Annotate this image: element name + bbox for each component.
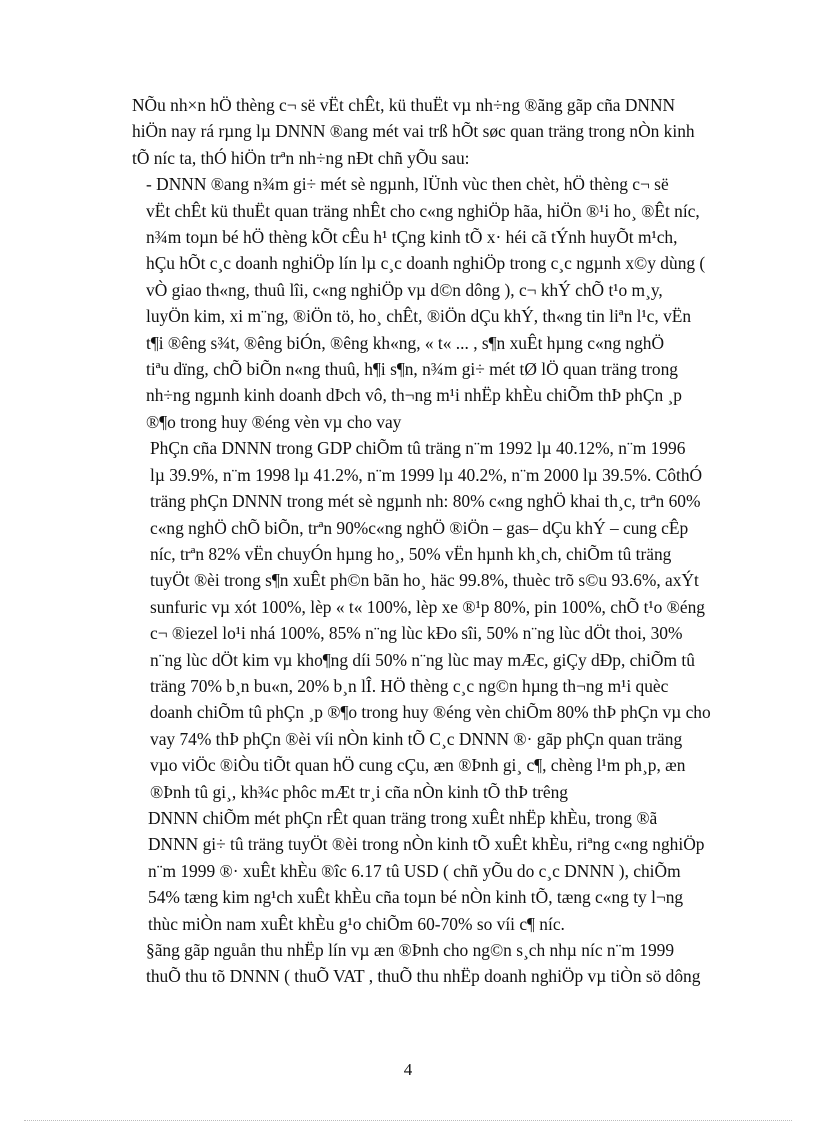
- text-line: n¨ng lùc dÖt kim vµ kho¶ng díi 50% n¨ng lùc may mÆc, giÇy dÐp, chiÕm tû: [150, 649, 695, 670]
- text-line: luyÖn kim, xi m¨ng, ®iÖn tö, ho¸ chÊt, ®iÖn dÇu khÝ, th«ng tin liªn l¹c, vËn: [146, 306, 692, 327]
- text-line: thùc miÒn nam xuÊt khÈu g¹o chiÕm 60-70% so víi c¶ níc.: [148, 913, 565, 934]
- text-line: t¶i ®êng s¾t, ®êng biÓn, ®êng kh«ng, « t« ... , s¶n xuÊt hµng c«ng nghÖ: [146, 332, 665, 353]
- paragraph: [124, 937, 740, 990]
- text-line: ®Þnh tû gi¸, kh¾c phôc mÆt tr¸i cña nÒn kinh tÕ thÞ trêng: [150, 781, 568, 802]
- text-line: c¬ ®iezel lo¹i nhá 100%, 85% n¨ng lùc kÐo sîi, 50% n¨ng lùc dÖt thoi, 30%: [150, 623, 683, 644]
- text-line: DNNN gi÷ tû träng tuyÖt ®èi trong nÒn kinh tÕ xuÊt khÈu, riªng c«ng nghiÖp: [148, 834, 705, 855]
- text-line: - DNNN ®ang n¾m gi÷ mét sè ngµnh, lÜnh vùc then chèt, hÖ thèng c¬ së: [146, 174, 669, 195]
- text-line: 54% tæng kim ng¹ch xuÊt khÈu cña toµn bé nÒn kinh tÕ, tæng c«ng ty l¬ng: [148, 887, 684, 908]
- text-line: NÕu nh×n hÖ thèng c¬ së vËt chÊt, kü thuËt vµ nh÷ng ®ãng gãp cña DNNN: [132, 95, 676, 115]
- paragraph: [124, 92, 740, 171]
- text-line: n¨m 1999 ®· xuÊt khÈu ®îc 6.17 tû USD ( chñ yÕu do c¸c DNNN ), chiÕm: [148, 860, 681, 881]
- text-line: c«ng nghÖ chÕ biÕn, trªn 90%c«ng nghÖ ®iÖn – gas– dÇu khÝ – cung cÊp: [150, 517, 689, 538]
- paragraph: [124, 171, 740, 435]
- text-line: PhÇn cña DNNN trong GDP chiÕm tû träng n¨m 1992 lµ 40.12%, n¨m 1996: [150, 438, 686, 459]
- text-line: vÒ giao th«ng, thuû lîi, c«ng nghiÖp vµ d©n dông ), c¬ khÝ chÕ t¹o m¸y,: [146, 279, 663, 300]
- text-line: níc, trªn 82% vËn chuyÓn hµng ho¸, 50% vËn hµnh kh¸ch, chiÕm tû träng: [150, 543, 672, 564]
- text-line: hiÖn nay rá rµng lµ DNNN ®ang mét vai trß hÕt søc quan träng trong nÒn kinh: [132, 121, 695, 142]
- text-line: tiªu dïng, chÕ biÕn n«ng thuû, h¶i s¶n, n¾m gi÷ mét tØ lÖ quan träng trong: [146, 359, 678, 380]
- text-line: doanh chiÕm tû phÇn ¸p ®¶o trong huy ®éng vèn chiÕm 80% thÞ phÇn vµ cho: [150, 702, 711, 723]
- text-line: träng phÇn DNNN trong mét sè ngµnh nh: 80% c«ng nghÖ khai th¸c, trªn 60%: [150, 491, 701, 512]
- text-line: vµo viÖc ®iÒu tiÕt quan hÖ cung cÇu, æn ®Þnh gi¸ c¶, chèng l¹m ph¸p, æn: [150, 755, 686, 776]
- footer-divider: [24, 1120, 792, 1121]
- text-line: tuyÖt ®èi trong s¶n xuÊt ph©n bãn ho¸ häc 99.8%, thuèc trõ s©u 93.6%, axÝt: [150, 570, 699, 591]
- paragraph: [124, 435, 740, 805]
- text-line: tÕ níc ta, thÓ hiÖn trªn nh÷ng nÐt chñ yÕu sau:: [132, 147, 470, 168]
- text-line: träng 70% b¸n bu«n, 20% b¸n lÎ. HÖ thèng c¸c ng©n hµng th¬ng m¹i quèc: [150, 675, 669, 696]
- text-line: hÇu hÕt c¸c doanh nghiÖp lín lµ c¸c doanh nghiÖp trong c¸c ngµnh x©y dùng (: [146, 253, 706, 274]
- text-line: nh÷ng ngµnh kinh doanh dÞch vô, th¬ng m¹i nhËp khÈu chiÕm thÞ phÇn ¸p: [146, 385, 683, 406]
- page-number: 4: [403, 1060, 413, 1079]
- text-line: ®¶o trong huy ®éng vèn vµ cho vay: [146, 411, 402, 432]
- text-line: thuÕ thu tõ DNNN ( thuÕ VAT , thuÕ thu nhËp doanh nghiÖp vµ tiÒn sö dông: [146, 966, 701, 987]
- text-line: §ãng gãp nguån thu nhËp lín vµ æn ®Þnh cho ng©n s¸ch nhµ níc n¨m 1999: [146, 940, 675, 960]
- text-line: n¾m toµn bé hÖ thèng kÕt cÊu h¹ tÇng kinh tÕ x· héi cã tÝnh huyÕt m¹ch,: [146, 227, 678, 248]
- text-line: vay 74% thÞ phÇn ®èi víi nÒn kinh tÕ C¸c DNNN ®· gãp phÇn quan träng: [150, 728, 683, 749]
- paragraph: [124, 805, 740, 937]
- text-line: lµ 39.9%, n¨m 1998 lµ 41.2%, n¨m 1999 lµ 40.2%, n¨m 2000 lµ 39.5%. CôthÓ: [150, 464, 703, 485]
- text-line: vËt chÊt kü thuËt quan träng nhÊt cho c«ng nghiÖp hãa, hiÖn ®¹i ho¸ ®Êt níc,: [146, 200, 700, 221]
- body-text: [124, 92, 740, 990]
- text-line: DNNN chiÕm mét phÇn rÊt quan träng trong xuÊt nhËp khÈu, trong ®ã: [148, 807, 658, 828]
- text-line: sunfuric vµ xót 100%, lèp « t« 100%, lèp xe ®¹p 80%, pin 100%, chÕ t¹o ®éng: [150, 596, 705, 617]
